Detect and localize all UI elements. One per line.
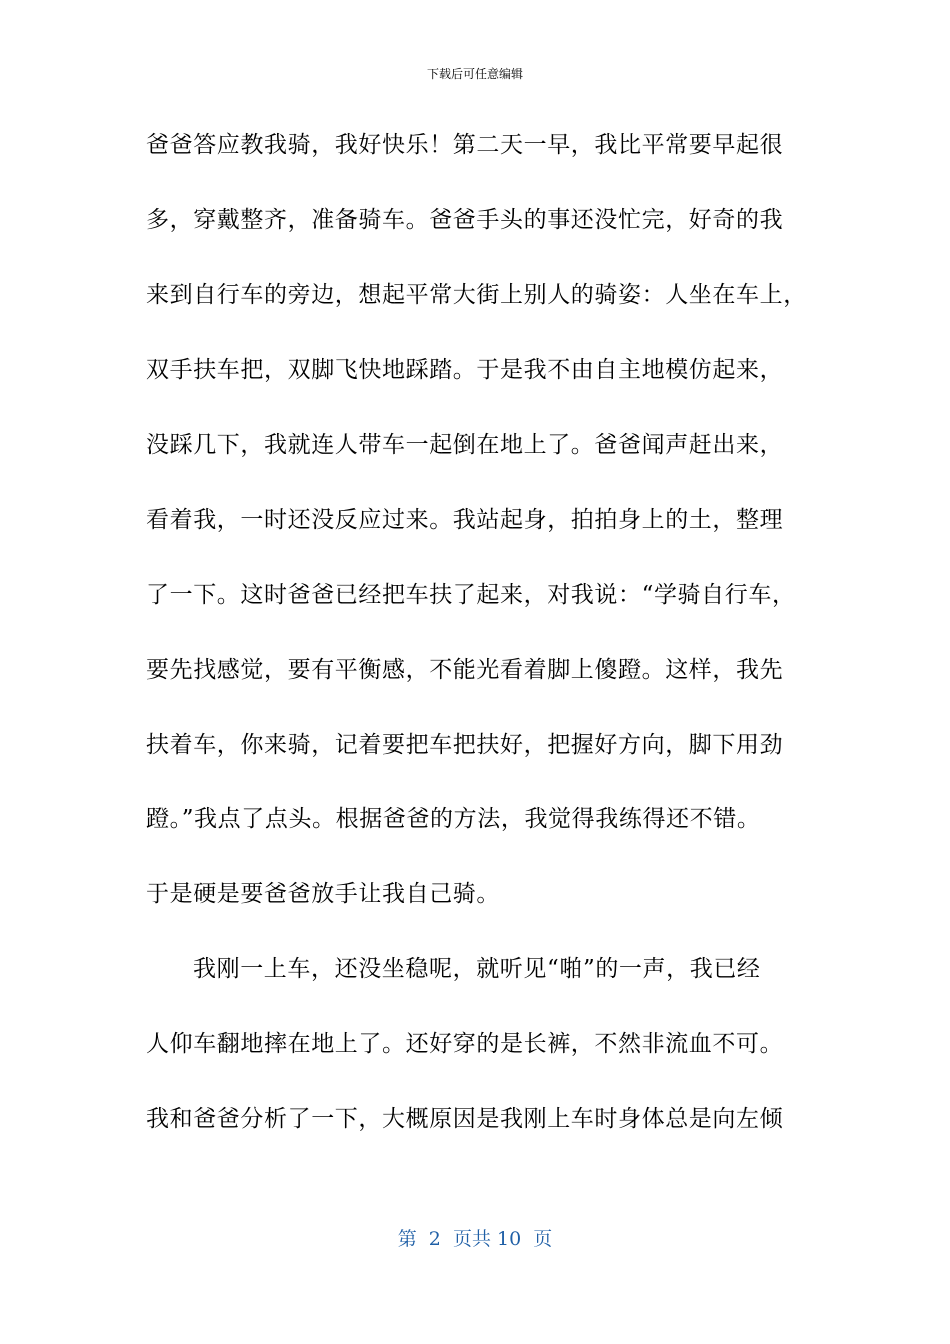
text-line-7: 了一下。这时爸爸已经把车扶了起来，对我说：“学骑自行车， bbox=[146, 582, 796, 608]
text-line-13: 人仰车翻地摔在地上了。还好穿的是长裤，不然非流血不可。 bbox=[146, 1031, 784, 1057]
text-line-5: 没踩几下，我就连人带车一起倒在地上了。爸爸闻声赶出来， bbox=[146, 432, 784, 458]
text-line-9: 扶着车，你来骑，记着要把车把扶好，把握好方向，脚下用劲 bbox=[146, 732, 784, 758]
text-line-8: 要先找感觉，要有平衡感，不能光看着脚上傻蹬。这样，我先 bbox=[146, 657, 784, 683]
page-footer: 第 2 页共 10 页 bbox=[397, 1228, 553, 1250]
text-line-3: 来到自行车的旁边，想起平常大街上别人的骑姿：人坐在车上， bbox=[146, 282, 807, 308]
text-line-4: 双手扶车把，双脚飞快地踩踏。于是我不由自主地模仿起来， bbox=[146, 357, 784, 383]
page-header: 下载后可任意编辑 bbox=[426, 67, 523, 81]
text-line-14: 我和爸爸分析了一下，大概原因是我刚上车时身体总是向左倾 bbox=[146, 1106, 784, 1132]
text-line-2: 多，穿戴整齐，准备骑车。爸爸手头的事还没忙完，好奇的我 bbox=[146, 207, 784, 233]
text-line-6: 看着我，一时还没反应过来。我站起身，拍拍身上的土，整理 bbox=[146, 507, 784, 533]
text-line-11: 于是硬是要爸爸放手让我自己骑。 bbox=[146, 881, 500, 907]
text-line-12: 我刚一上车，还没坐稳呢，就听见“啪”的一声，我已经 bbox=[193, 956, 761, 982]
text-line-10: 蹬。”我点了点头。根据爸爸的方法，我觉得我练得还不错。 bbox=[146, 806, 761, 832]
text-line-1: 爸爸答应教我骑，我好快乐！第二天一早，我比平常要早起很 bbox=[146, 132, 784, 158]
